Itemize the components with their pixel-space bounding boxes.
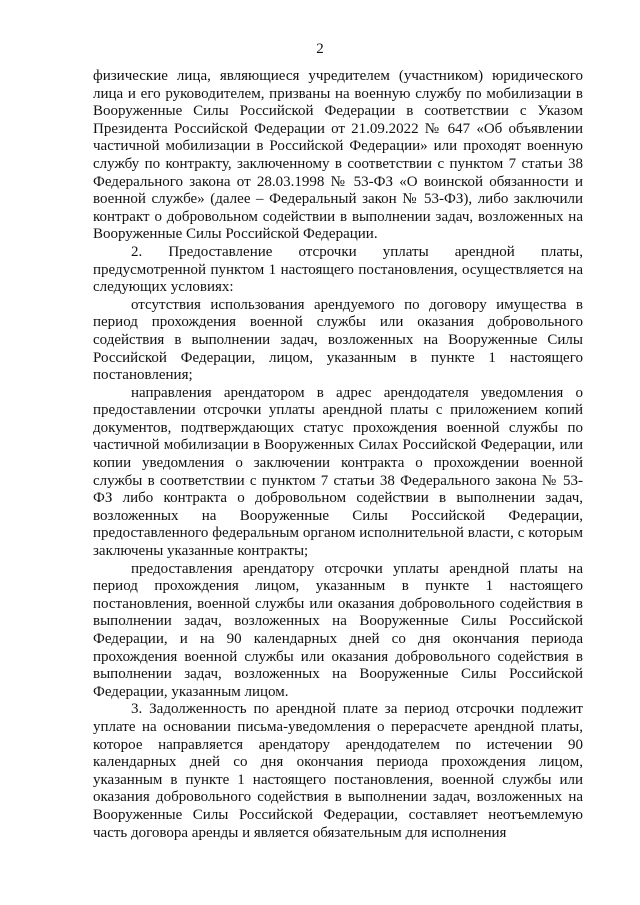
- paragraph-item-2: 2. Предоставление отсрочки уплаты арендной платы, предусмотренной пунктом 1 настоящего постановления, осуществляется на следующих условиях:: [93, 243, 583, 296]
- document-body: [93, 68, 583, 842]
- page-number: 2: [316, 41, 324, 57]
- paragraph-condition-3: предоставления арендатору отсрочки уплаты арендной платы на период прохождения лицом, указанным в пункте 1 настоящего постановления, военной службы или оказания добровольного содействия в выполнении задач, возложенных на Вооруженные Силы Российской Федерации, и на 90 календарных дней со дня окончания периода прохождения военной службы или оказания добровольного содействия в выполнении задач, возложенных на Вооруженные Силы Российской Федерации, указанным лицом.: [93, 560, 583, 700]
- paragraph-item-3: 3. Задолженность по арендной плате за период отсрочки подлежит уплате на основании письма-уведомления о перерасчете арендной платы, которое направляется арендатору арендодателем по истечении 90 календарных дней со дня окончания периода прохождения лицом, указанным в пункте 1 настоящего постановления, военной службы или оказания добровольного содействия в выполнении задач, возложенных на Вооруженные Силы Российской Федерации, составляет неотъемлемую часть договора аренды и является обязательным для исполнения: [93, 701, 583, 841]
- paragraph-continuation: физические лица, являющиеся учредителем (участником) юридического лица и его руководителем, призваны на военную службу по мобилизации в Вооруженные Силы Российской Федерации в соответствии с Указом Президента Российской Федерации от 21.09.2022 № 647 «Об объявлении частичной мобилизации в Российской Федерации» или проходят военную службу по контракту, заключенному в соответствии с пунктом 7 статьи 38 Федерального закона от 28.03.1998 № 53-ФЗ «О воинской обязанности и военной службе» (далее – Федеральный закон № 53-ФЗ), либо заключили контракт о добровольном содействии в выполнении задач, возложенных на Вооруженные Силы Российской Федерации.: [93, 68, 583, 243]
- paragraph-condition-2: направления арендатором в адрес арендодателя уведомления о предоставлении отсрочки уплаты арендной платы с приложением копий документов, подтверждающих статус прохождения военной службы по частичной мобилизации в Вооруженных Силах Российской Федерации, или копии уведомления о заключении контракта о прохождении военной службы в соответствии с пунктом 7 статьи 38 Федерального закона № 53-ФЗ либо контракта о добровольном содействии в выполнении задач, возложенных на Вооруженные Силы Российской Федерации, предоставленного федеральным органом исполнительной власти, с которым заключены указанные контракты;: [93, 384, 583, 560]
- paragraph-condition-1: отсутствия использования арендуемого по договору имущества в период прохождения военной службы или оказания добровольного содействия в выполнении задач, возложенных на Вооруженные Силы Российской Федерации, лицом, указанным в пункте 1 настоящего постановления;: [93, 296, 583, 384]
